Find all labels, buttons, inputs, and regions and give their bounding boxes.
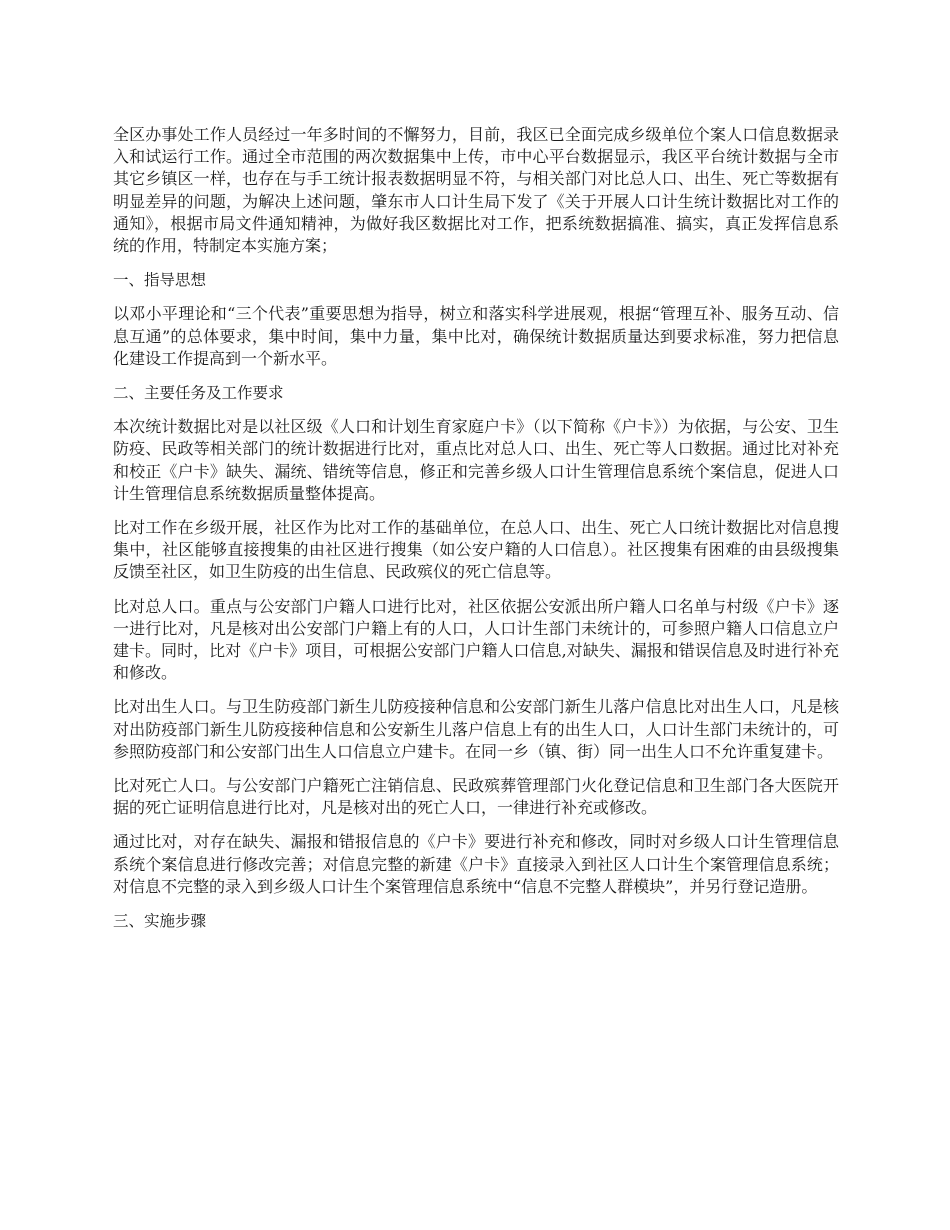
correction-paragraph: 通过比对，对存在缺失、漏报和错报信息的《户卡》要进行补充和修改，同时对乡级人口计生管理信息系统个案信息进行修改完善；对信息完整的新建《户卡》直接录入到社区人口计生个案管理信息系统；对信息不完整的录入到乡级人口计生个案管理信息系统中“信息不完整人群模块”，并另行登记造册。 [113,832,839,896]
guiding-ideology-paragraph: 以邓小平理论和“三个代表”重要思想为指导，树立和落实科学进展观，根据“管理互补、服务互动、信息互通”的总体要求，集中时间，集中力量，集中比对，确保统计数据质量达到要求标准，努力把信息化建设工作提高到一个新水平。 [113,304,839,368]
section-heading-main-tasks: 二、主要任务及工作要求 [113,384,284,403]
comparison-scope-paragraph: 比对工作在乡级开展，社区作为比对工作的基础单位，在总人口、出生、死亡人口统计数据比对信息搜集中，社区能够直接搜集的由社区进行搜集（如公安户籍的人口信息）。社区搜集有困难的由县级搜集反馈至社区，如卫生防疫的出生信息、民政殡仪的死亡信息等。 [113,518,839,582]
birth-population-paragraph: 比对出生人口。与卫生防疫部门新生儿防疫接种信息和公安部门新生儿落户信息比对出生人口，凡是核对出防疫部门新生儿防疫接种信息和公安新生儿落户信息上有的出生人口，人口计生部门未统计的，可参照防疫部门和公安部门出生人口信息立户建卡。在同一乡（镇、街）同一出生人口不允许重复建卡。 [113,697,839,761]
death-population-paragraph: 比对死亡人口。与公安部门户籍死亡注销信息、民政殡葬管理部门火化登记信息和卫生部门各大医院开据的死亡证明信息进行比对，凡是核对出的死亡人口，一律进行补充或修改。 [113,776,839,818]
intro-paragraph: 全区办事处工作人员经过一年多时间的不懈努力，目前，我区已全面完成乡级单位个案人口信息数据录入和试运行工作。通过全市范围的两次数据集中上传，市中心平台数据显示，我区平台统计数据与全市其它乡镇区一样，也存在与手工统计报表数据明显不符，与相关部门对比总人口、出生、死亡等数据有明显差异的问题，为解决上述问题，肇东市人口计生局下发了《关于开展人口计生统计数据比对工作的通知》，根据市局文件通知精神，为做好我区数据比对工作，把系统数据搞准、搞实，真正发挥信息系统的作用，特制定本实施方案； [113,125,839,256]
total-population-paragraph: 比对总人口。重点与公安部门户籍人口进行比对，社区依据公安派出所户籍人口名单与村级《户卡》逐一进行比对，凡是核对出公安部门户籍上有的人口，人口计生部门未统计的，可参照户籍人口信息立户建卡。同时，比对《户卡》项目，可根据公安部门户籍人口信息,对缺失、漏报和错误信息及时进行补充和修改。 [113,596,839,683]
section-heading-guiding-ideology: 一、指导思想 [113,271,207,290]
main-tasks-paragraph: 本次统计数据比对是以社区级《人口和计划生育家庭户卡》（以下简称《户卡》）为依据，与公安、卫生防疫、民政等相关部门的统计数据进行比对，重点比对总人口、出生、死亡等人口数据。通过比对补充和校正《户卡》缺失、漏统、错统等信息，修正和完善乡级人口计生管理信息系统个案信息，促进人口计生管理信息系统数据质量整体提高。 [113,417,839,503]
document-body [113,124,839,944]
section-heading-implementation-steps: 三、实施步骤 [113,912,207,931]
